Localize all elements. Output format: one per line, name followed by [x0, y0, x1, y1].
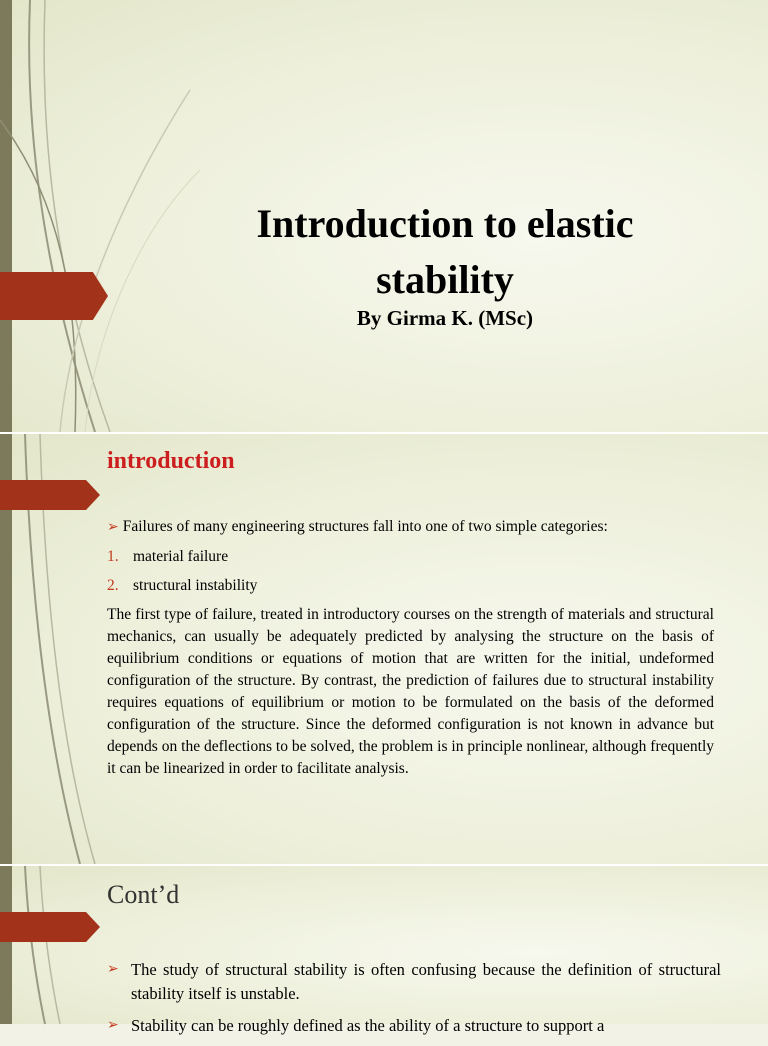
title-slide — [0, 0, 768, 432]
slide-title — [160, 196, 730, 308]
accent-tab — [0, 480, 100, 510]
arrowhead-bullet-icon: ➢ — [107, 520, 119, 535]
slide-left-bar — [0, 866, 12, 1024]
slide-heading: introduction — [107, 448, 235, 474]
list-number: 1. — [107, 548, 119, 565]
bullet-text: Failures of many engineering structures fall into one of two simple categories: — [122, 518, 608, 535]
title-line-1: Introduction to elastic — [256, 201, 634, 246]
slide-body — [107, 958, 721, 1046]
accent-tab — [0, 912, 100, 942]
body-paragraph: The first type of failure, treated in introductory courses on the strength of materials and structural mechanics, can usually be adequately predicted by analysing the structure on the basis of equilibrium conditions or equations of motion that are written for the initial, undeformed configuration of the structure. By contrast, the prediction of failures due to structural instability requires equations of equilibrium or motion to be formulated on the basis of the deformed configuration of the structure. Since the deformed configuration is not known in advance but depends on the deflections to be solved, the problem is in principle nonlinear, although frequently it can be linearized in order to facilitate analysis. — [107, 606, 714, 777]
list-text: material failure — [133, 548, 229, 565]
contd-slide — [0, 866, 768, 1035]
title-line-2: stability — [376, 257, 514, 302]
introduction-slide — [0, 434, 768, 864]
slide-author: By Girma K. (MSc) — [356, 306, 534, 330]
list-item — [107, 575, 714, 597]
arrowhead-bullet-icon: ➢ — [107, 962, 119, 977]
bullet-item — [107, 958, 721, 1006]
list-text: structural instability — [133, 577, 258, 594]
bullet-item — [107, 516, 714, 539]
bullet-text: Stability can be roughly defined as the ability of a structure to support a — [131, 1016, 605, 1035]
arrowhead-bullet-icon: ➢ — [107, 1018, 119, 1033]
list-item — [107, 546, 714, 568]
slide-heading: Cont’d — [107, 880, 180, 909]
decorative-swoosh — [0, 866, 120, 1024]
slide-body — [107, 516, 714, 780]
list-number: 2. — [107, 577, 119, 594]
bullet-item — [107, 1014, 721, 1038]
bullet-text: The study of structural stability is often confusing because the definition of structural stability itself is unstable. — [131, 960, 721, 1003]
accent-tab — [0, 272, 108, 320]
slide-left-bar — [0, 0, 12, 432]
